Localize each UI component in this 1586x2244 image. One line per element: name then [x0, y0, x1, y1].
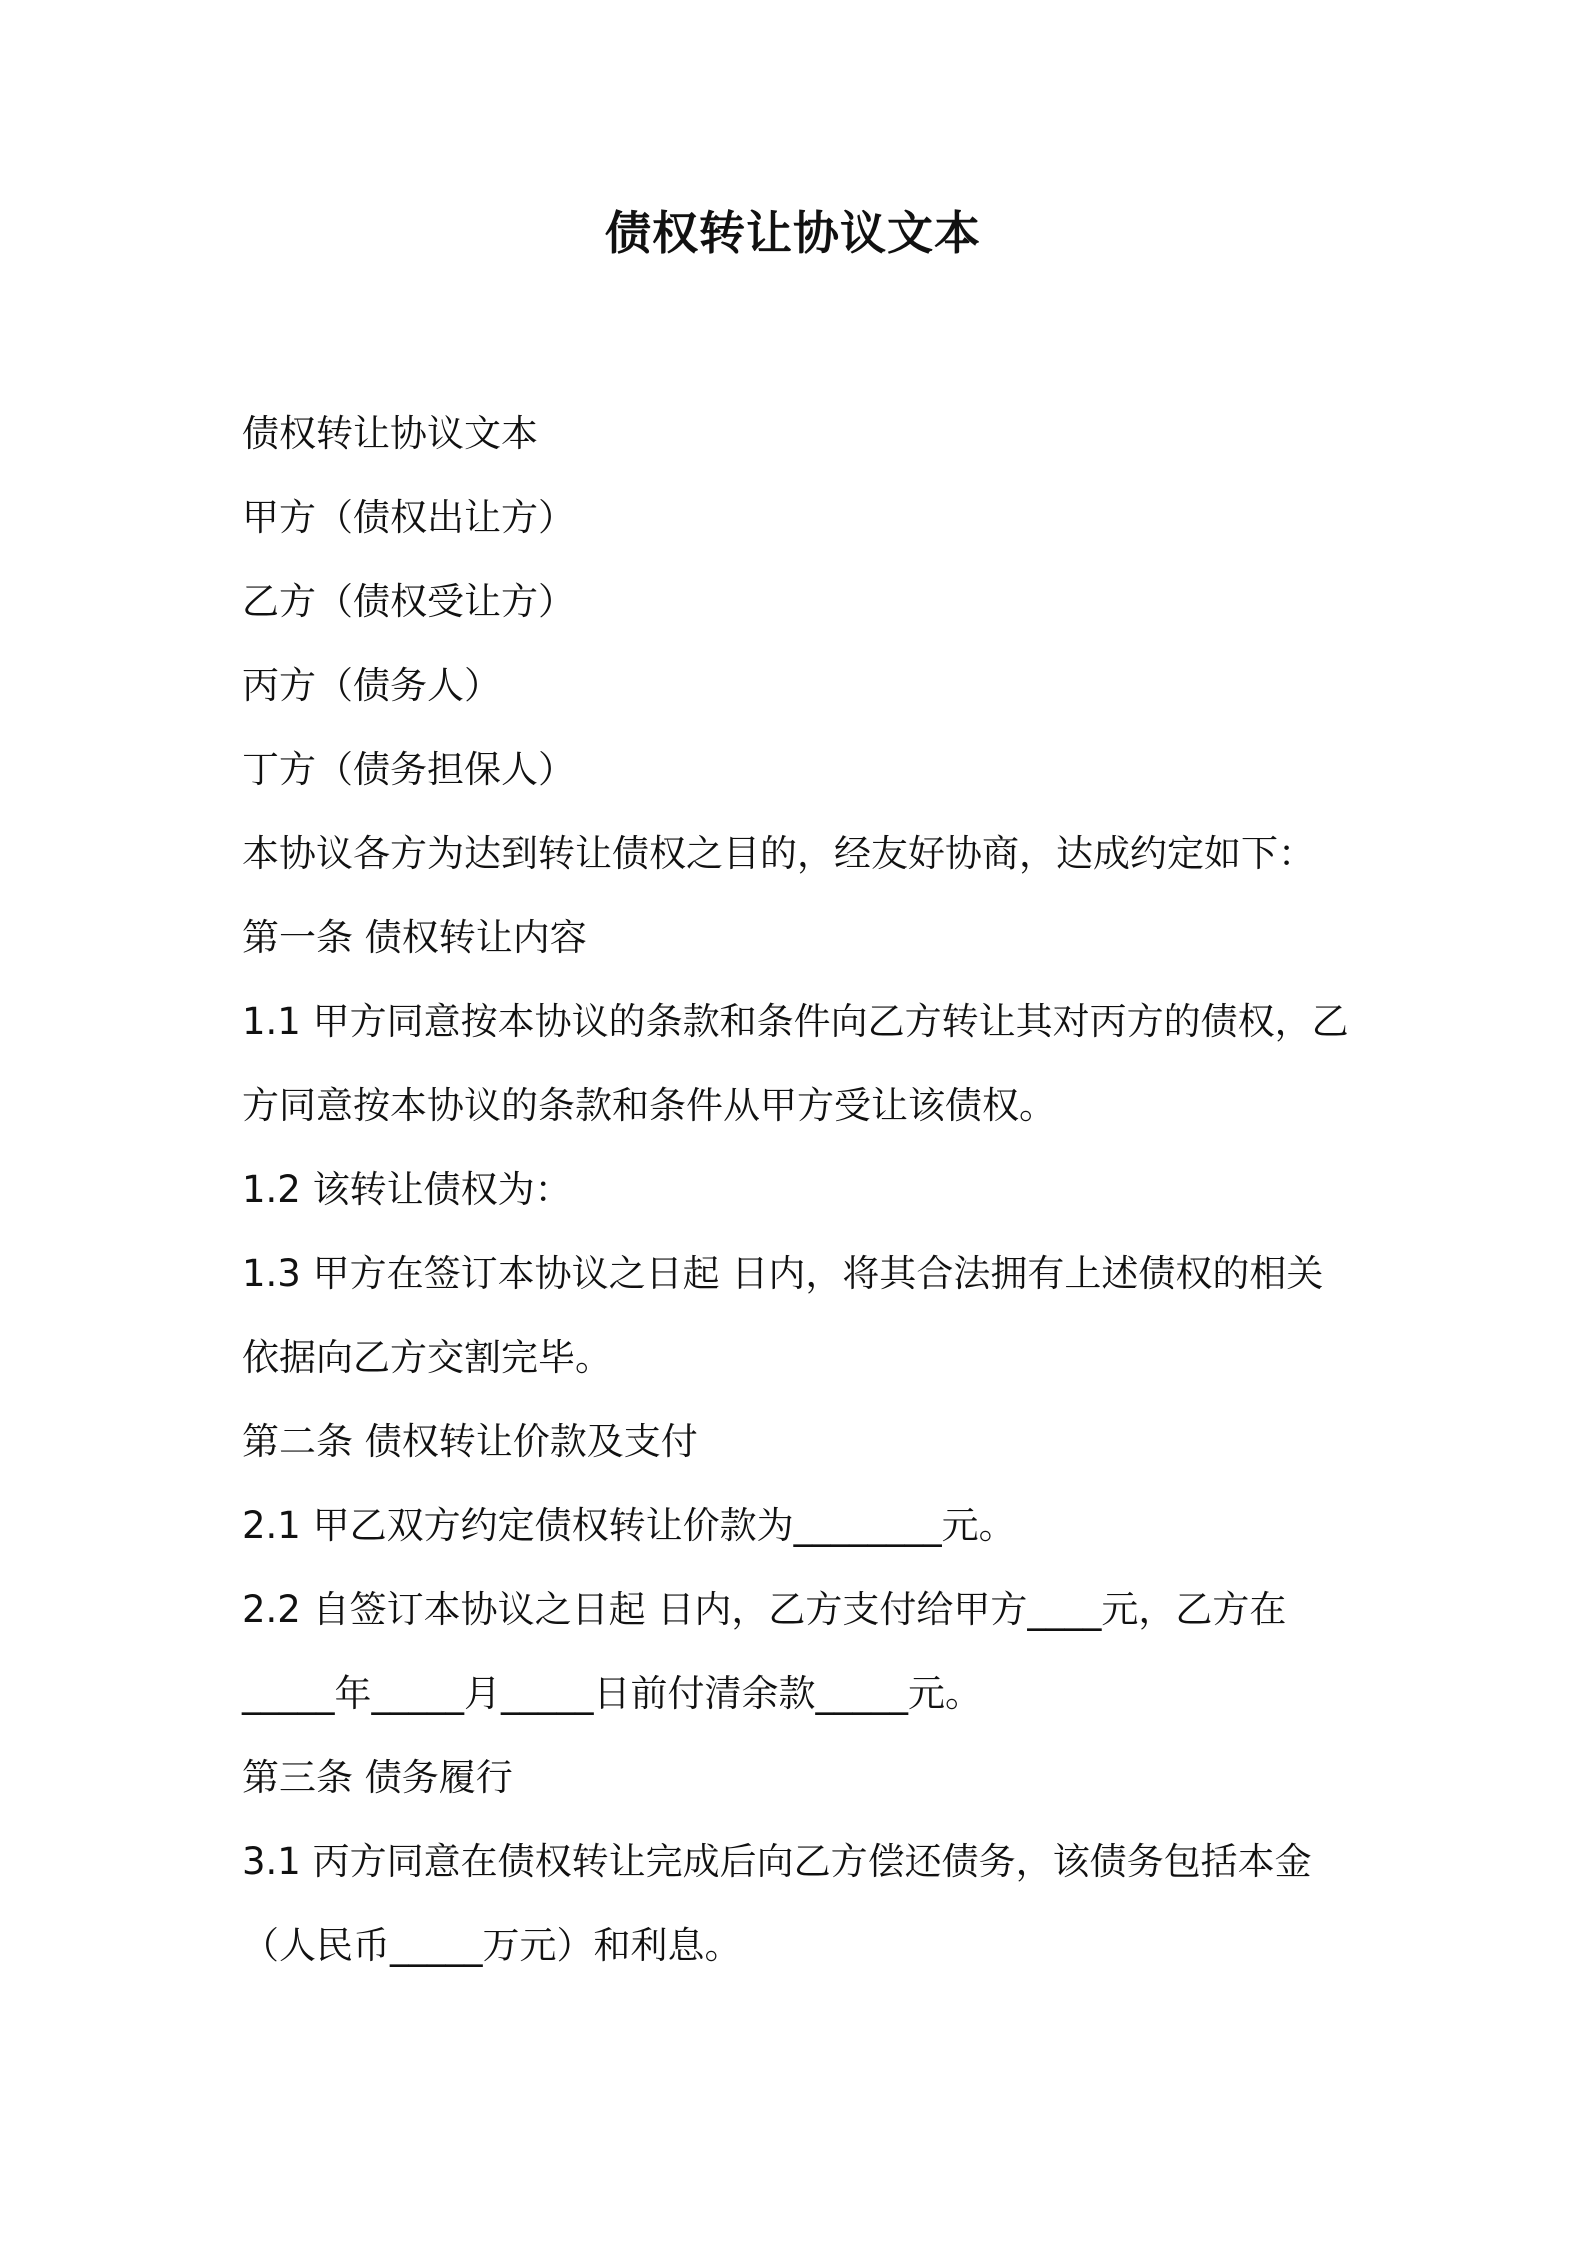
party-b-line: 乙方（债权受让方） [242, 580, 575, 623]
clause-1-3-line-1: 1.3 甲方在签订本协议之日起 日内，将其合法拥有上述债权的相关 [242, 1252, 1324, 1295]
article-2-heading: 第二条 债权转让价款及支付 [242, 1420, 698, 1463]
article-3-heading: 第三条 债务履行 [242, 1756, 513, 1799]
clause-1-1-line-2: 方同意按本协议的条款和条件从甲方受让该债权。 [242, 1084, 1056, 1127]
document-title: 债权转让协议文本 [605, 206, 981, 260]
intro-heading: 债权转让协议文本 [242, 412, 538, 455]
clause-1-3-line-2: 依据向乙方交割完毕。 [242, 1336, 612, 1379]
article-1-heading: 第一条 债权转让内容 [242, 916, 587, 959]
clause-2-1: 2.1 甲乙双方约定债权转让价款为________元。 [242, 1504, 1016, 1547]
party-c-line: 丙方（债务人） [242, 664, 501, 707]
clause-2-2-line-2: _____年_____月_____日前付清余款_____元。 [242, 1672, 982, 1715]
clause-2-2-line-1: 2.2 自签订本协议之日起 日内，乙方支付给甲方____元，乙方在 [242, 1588, 1287, 1631]
party-a-line: 甲方（债权出让方） [242, 496, 575, 539]
clause-3-1-line-2: （人民币_____万元）和利息。 [242, 1924, 742, 1967]
clause-1-2: 1.2 该转让债权为： [242, 1168, 572, 1211]
party-d-line: 丁方（债务担保人） [242, 748, 575, 791]
clause-1-1-line-1: 1.1 甲方同意按本协议的条款和条件向乙方转让其对丙方的债权，乙 [242, 1000, 1349, 1043]
preamble-paragraph: 本协议各方为达到转让债权之目的，经友好协商，达成约定如下： [242, 832, 1315, 875]
clause-3-1-line-1: 3.1 丙方同意在债权转让完成后向乙方偿还债务，该债务包括本金 [242, 1840, 1312, 1883]
